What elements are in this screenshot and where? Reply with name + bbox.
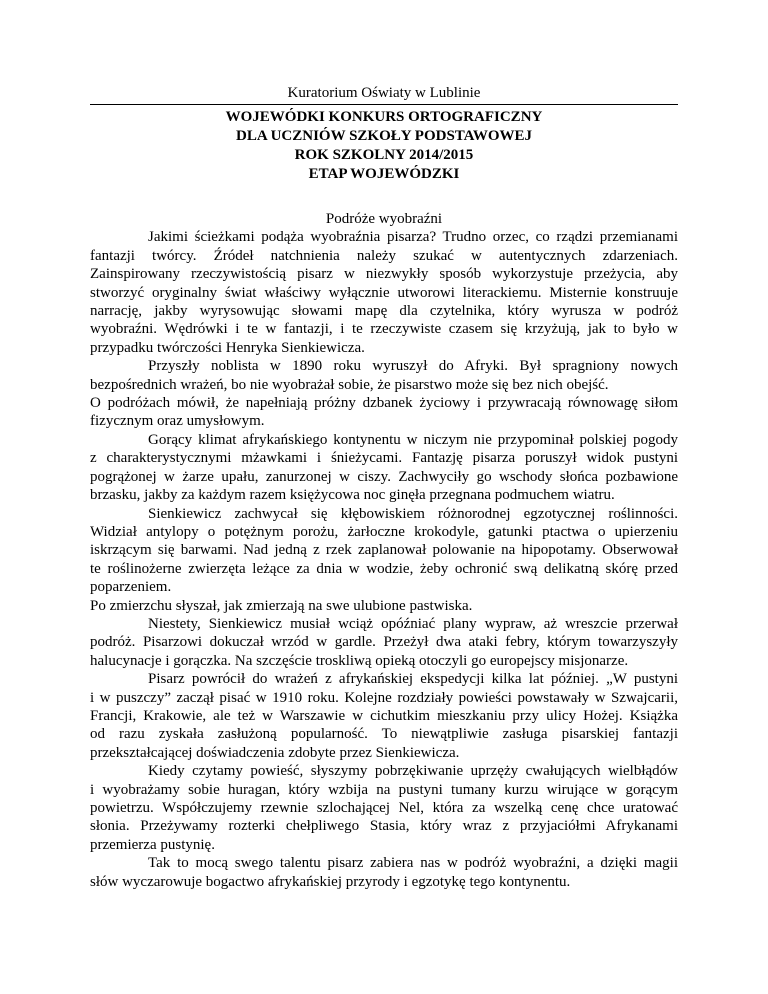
contest-heading-line: ETAP WOJEWÓDZKI — [308, 166, 460, 182]
paragraph-line: bezpośrednich wrażeń, bo nie wyobrażał sobie, że pisarstwo może się bez nich obejść. — [90, 376, 609, 393]
contest-headings — [90, 108, 678, 184]
contest-heading-line: ROK SZKOLNY 2014/2015 — [294, 147, 474, 163]
paragraph-line: te roślinożerne zwierzęta leżące za dnia w wodzie, żeby ochronić swą delikatną skórę przed — [90, 560, 678, 577]
paragraph-line: Po zmierzchu słyszał, jak zmierzają na swe ulubione pastwiska. — [90, 597, 473, 614]
paragraph-line: Jakimi ścieżkami podąża wyobraźnia pisarza? Trudno orzec, co rządzi przemianami — [148, 229, 678, 246]
paragraph-line: O podróżach mówił, że napełniają próżny dzbanek życiowy i przywracają równowagę siłom — [90, 395, 678, 412]
essay-paragraph — [90, 762, 678, 854]
paragraph-line: fantazji twórcy. Źródeł natchnienia należy szukać w autentycznych zdarzeniach. — [90, 247, 678, 264]
paragraph-line: podróż. Pisarzowi dokuczał wrzód w gardle. Przeżył dwa ataki febry, którym towarzyszyły — [90, 634, 678, 651]
paragraph-line: Francji, Krakowie, ale też w Warszawie w cichutkim mieszkaniu przy ulicy Hożej. Książka — [90, 707, 678, 724]
essay-paragraph — [90, 357, 678, 394]
paragraph-line: Tak to mocą swego talentu pisarz zabiera nas w podróż wyobraźni, a dzięki magii — [148, 855, 678, 872]
paragraph-line: stworzyć oryginalny świat właściwy wyłącznie utworowi literackiemu. Misternie konstruuje — [90, 284, 678, 301]
paragraph-line: słów wyczarowuje bogactwo afrykańskiej przyrody i egzotykę tego kontynentu. — [90, 873, 571, 890]
paragraph-line: słonia. Przeżywamy rozterki chełpliwego Stasia, który wraz z przyjaciółmi Afrykanami — [90, 818, 678, 835]
paragraph-line: od razu zyskała zasłużoną popularność. To niewątpliwie zasługa pisarskiej fantazji — [90, 726, 678, 743]
paragraph-line: Niestety, Sienkiewicz musiał wciąż opóźniać plany wypraw, aż wreszcie przerwał — [148, 615, 678, 632]
paragraph-line: wyobraźni. Wędrówki i te w fantazji, i te rzeczywiste czasem się krzyżują, jak to było w — [90, 321, 678, 338]
paragraph-line: Pisarz powrócił do wrażeń z afrykańskiej ekspedycji kilka lat później. „W pustyni — [148, 671, 678, 688]
paragraph-line: poparzeniem. — [90, 579, 172, 596]
document-page — [90, 84, 678, 891]
header-divider — [90, 104, 678, 105]
paragraph-line: przekształcającej doświadczenia zdobyte przez Sienkiewicza. — [90, 744, 460, 761]
contest-heading-line: WOJEWÓDKI KONKURS ORTOGRAFICZNY — [225, 109, 543, 125]
essay-body — [90, 228, 678, 891]
essay-title: Podróże wyobraźni — [325, 211, 443, 227]
essay-paragraph — [90, 854, 678, 891]
paragraph-line: Przyszły noblista w 1890 roku wyruszył do Afryki. Był spragniony nowych — [148, 358, 678, 375]
paragraph-line: i wyobrażamy sobie huragan, który wzbija na pustyni tumany kurzu wirujące w gorącym — [90, 781, 678, 798]
essay-paragraph — [90, 670, 678, 762]
paragraph-line: Sienkiewicz zachwycał się kłębowiskiem różnorodnej egzotycznej roślinności. — [148, 505, 678, 522]
contest-heading-line: DLA UCZNIÓW SZKOŁY PODSTAWOWEJ — [235, 128, 533, 144]
paragraph-line: Widział antylopy o potężnym porożu, żarłoczne krokodyle, gatunki ptactwa o upierzeniu — [90, 523, 678, 540]
paragraph-line: i w puszczy” zaczął pisać w 1910 roku. Kolejne rozdziały powieści powstawały w Szwajcarii, — [90, 689, 678, 706]
paragraph-line: powietrzu. Współczujemy rzewnie szlochającej Nel, która za wszelką cenę chce uratować — [90, 800, 678, 816]
essay-paragraph — [90, 597, 678, 615]
paragraph-line: z charakterystycznymi mżawkami i śnieżycami. Fantazję pisarza poruszył widok pustyni — [90, 450, 678, 467]
essay-paragraph — [90, 394, 678, 431]
essay-paragraph — [90, 228, 678, 357]
paragraph-line: przypadku twórczości Henryka Sienkiewicza. — [90, 339, 365, 356]
essay-paragraph — [90, 505, 678, 597]
issuing-authority: Kuratorium Oświaty w Lublinie — [287, 85, 481, 101]
paragraph-line: narrację, jakby wyrysowując słowami mapę dla czytelnika, który wyrusza w podróż — [90, 303, 678, 320]
essay-paragraph — [90, 615, 678, 670]
paragraph-line: pogrążonej w żarze upału, zanurzonej w ciszy. Zachwyciły go wschody słońca pozbawione — [90, 468, 678, 485]
paragraph-line: Gorący klimat afrykańskiego kontynentu w niczym nie przypominał polskiej pogody — [148, 431, 678, 448]
paragraph-line: przemierza pustynię. — [90, 836, 215, 853]
paragraph-line: Zainspirowany rzeczywistością pisarz w niezwykły sposób wykorzystuje przeżycia, aby — [90, 266, 678, 283]
paragraph-line: halucynacje i gorączka. Na szczęście troskliwą opieką otoczyli go europejscy misjonarze. — [90, 652, 629, 669]
paragraph-line: iskrzącym się barwami. Nad jedną z rzek zaplanował polowanie na hipopotamy. Obserwował — [90, 542, 678, 559]
paragraph-line: Kiedy czytamy powieść, słyszymy pobrzękiwanie uprzęży cwałujących wielbłądów — [148, 763, 678, 780]
paragraph-line: brzasku, jakby za każdym razem księżycowa noc ginęła przegnana podmuchem wiatru. — [90, 487, 615, 504]
paragraph-line: fizycznym oraz umysłowym. — [90, 413, 265, 430]
essay-paragraph — [90, 431, 678, 505]
